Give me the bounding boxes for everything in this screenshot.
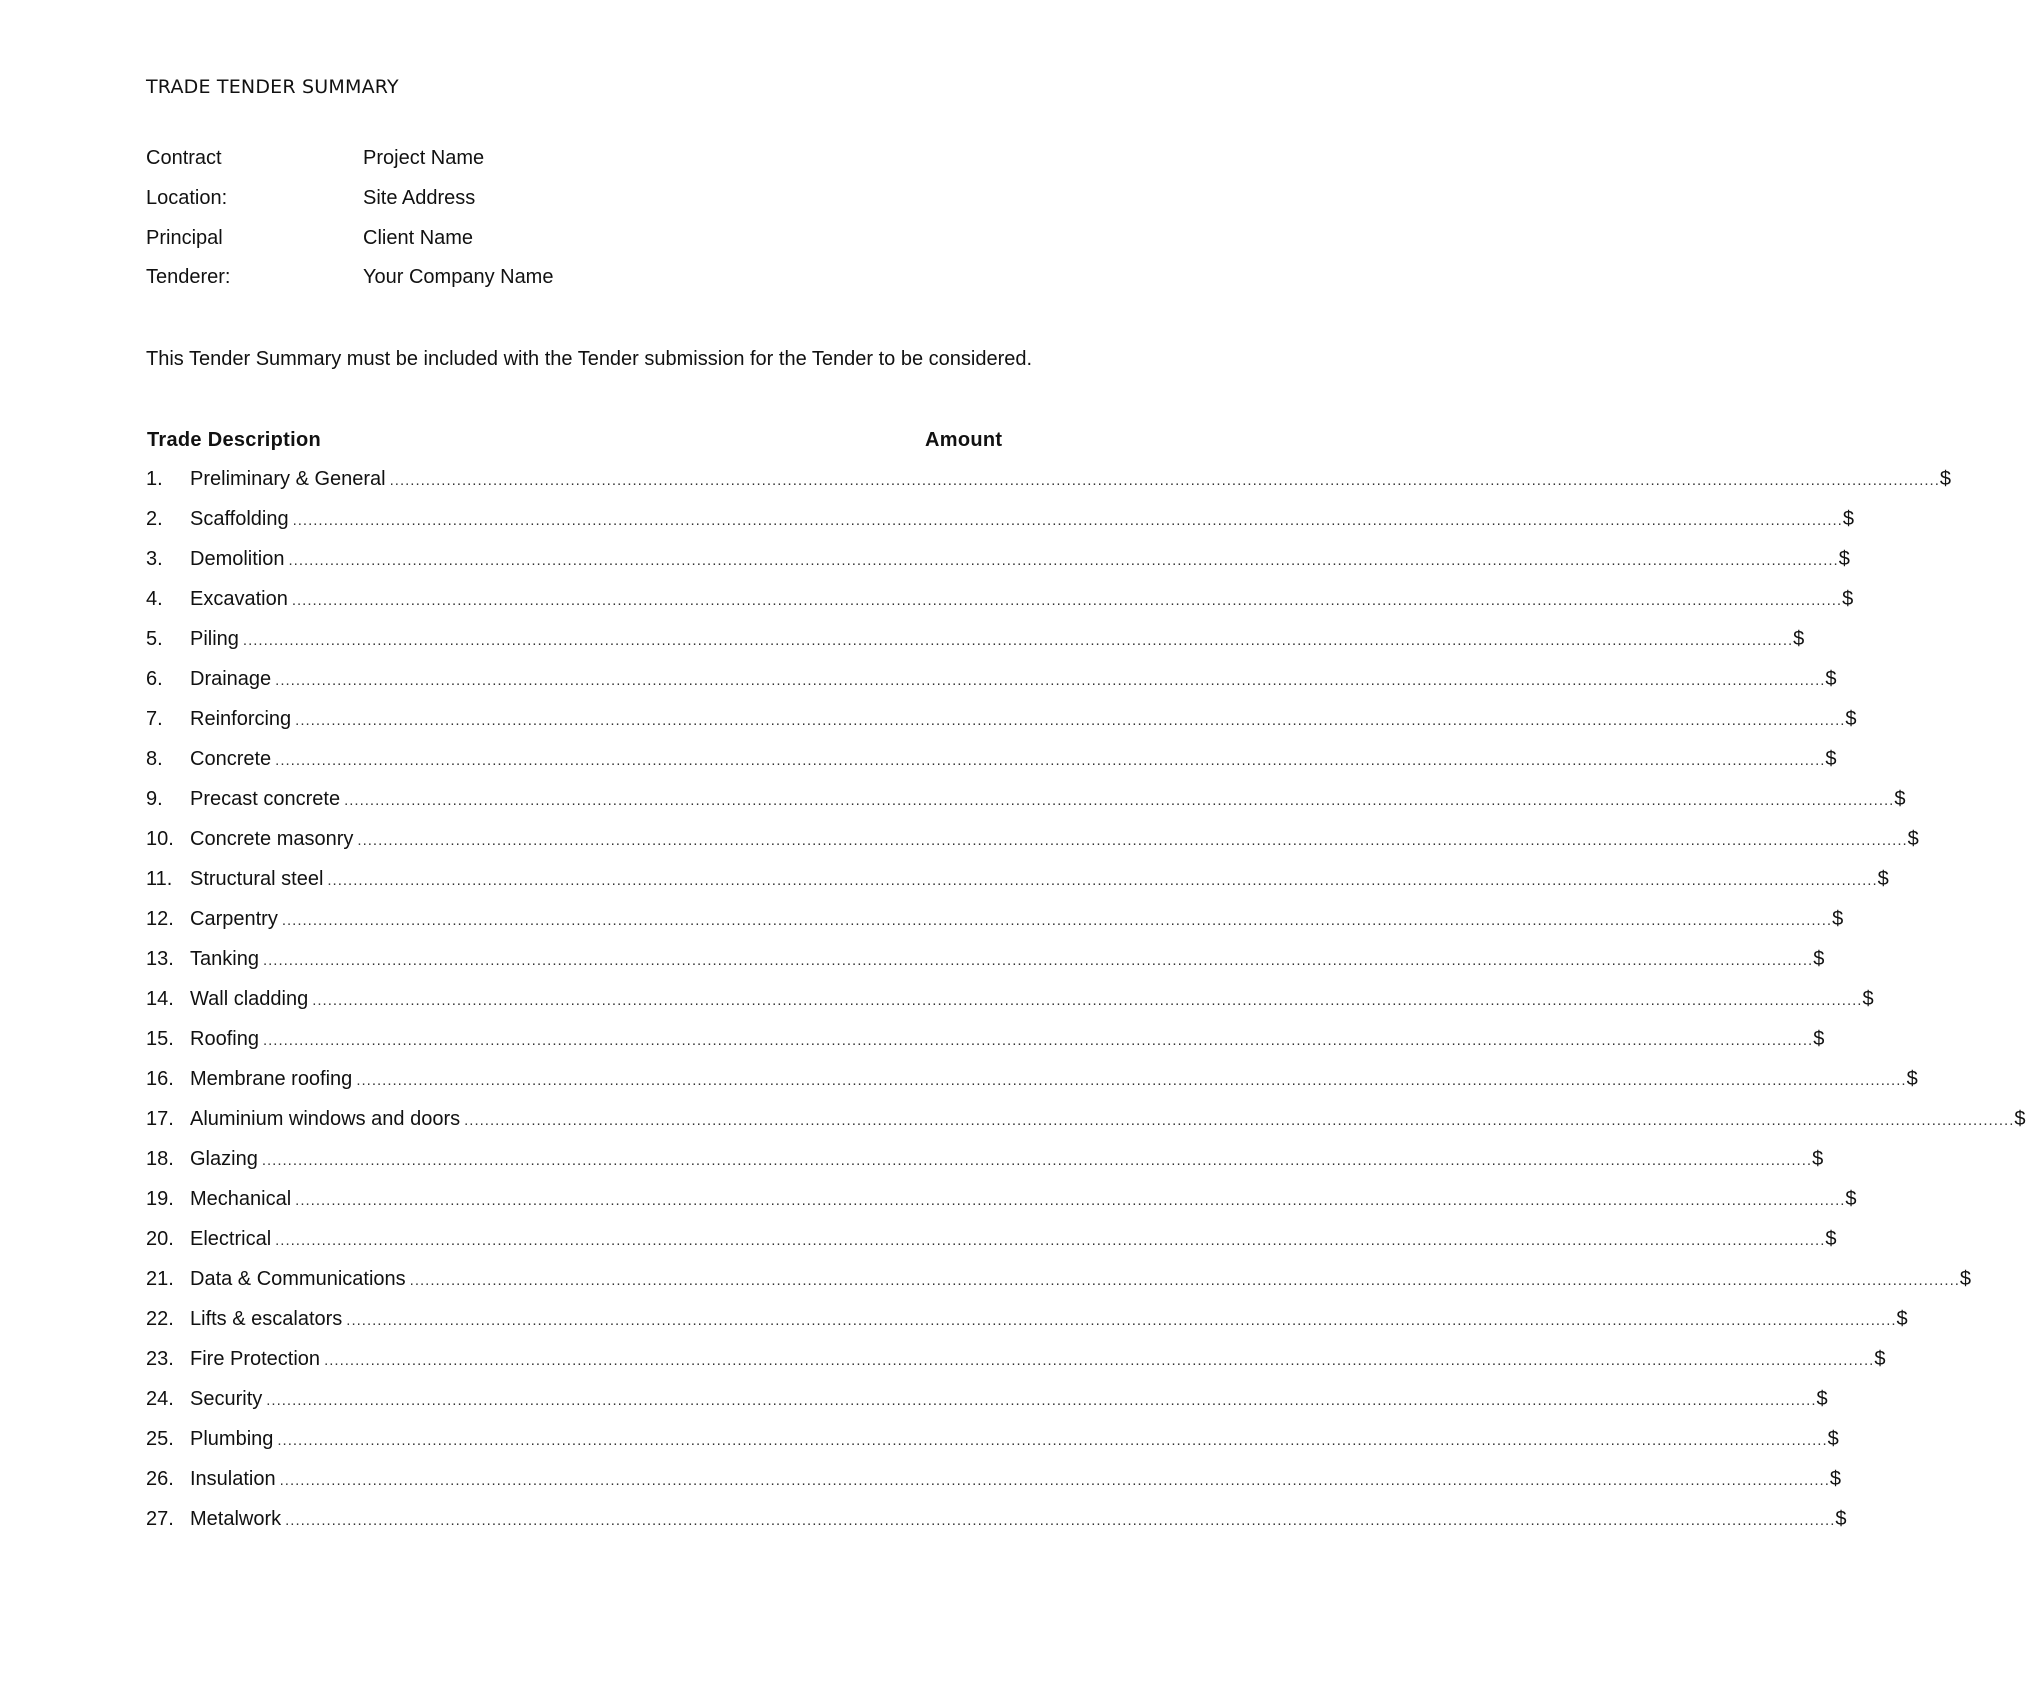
trade-number: 24. <box>146 1388 174 1410</box>
currency-symbol: $ <box>1827 1428 1839 1450</box>
dot-leader: ............................................................................................................................................................................................................................................................................................................ <box>277 1432 1828 1449</box>
dot-leader: ............................................................................................................................................................................................................................................................................................................ <box>344 792 1895 809</box>
trade-number: 26. <box>146 1468 174 1490</box>
trade-label: Membrane roofing <box>190 1068 353 1090</box>
dot-leader: ............................................................................................................................................................................................................................................................................................................ <box>262 1032 1814 1049</box>
trade-label: Wall cladding <box>190 988 309 1010</box>
currency-symbol: $ <box>1874 1348 1886 1370</box>
dot-leader: ............................................................................................................................................................................................................................................................................................................ <box>261 1152 1813 1169</box>
trade-row <box>146 1385 1828 1425</box>
trade-entry <box>190 1145 1824 1175</box>
trade-label: Lifts & escalators <box>190 1308 343 1330</box>
detail-value: Your Company Name <box>363 266 554 288</box>
trade-label: Drainage <box>190 668 272 690</box>
trade-row <box>146 945 1825 985</box>
trade-entry <box>190 825 1919 855</box>
trade-entry <box>190 1425 1839 1455</box>
dot-leader: ............................................................................................................................................................................................................................................................................................................ <box>242 632 1794 649</box>
dot-leader: ............................................................................................................................................................................................................................................................................................................ <box>288 552 1839 569</box>
trade-entry <box>190 625 1805 655</box>
trade-label: Data & Communications <box>190 1268 406 1290</box>
trade-label: Reinforcing <box>190 708 292 730</box>
trade-entry <box>190 905 1844 935</box>
trade-row <box>146 1025 1825 1065</box>
trade-number: 9. <box>146 788 163 810</box>
trade-number: 20. <box>146 1228 174 1250</box>
trade-number: 6. <box>146 668 163 690</box>
trade-entry <box>190 665 1837 695</box>
trade-number: 18. <box>146 1148 174 1170</box>
detail-value: Site Address <box>363 187 476 209</box>
trade-row <box>146 1265 1972 1305</box>
dot-leader: ............................................................................................................................................................................................................................................................................................................ <box>275 1232 1826 1249</box>
trade-label: Piling <box>190 628 239 650</box>
currency-symbol: $ <box>1842 588 1854 610</box>
trade-label: Security <box>190 1388 263 1410</box>
trade-number: 19. <box>146 1188 174 1210</box>
currency-symbol: $ <box>1813 948 1825 970</box>
trade-entry <box>190 1225 1837 1255</box>
currency-symbol: $ <box>1832 908 1844 930</box>
dot-leader: ............................................................................................................................................................................................................................................................................................................ <box>464 1112 2015 1129</box>
trade-row <box>146 1065 1918 1105</box>
trade-number: 16. <box>146 1068 174 1090</box>
detail-value: Client Name <box>363 227 474 249</box>
trade-row <box>146 1105 2026 1145</box>
currency-symbol: $ <box>1825 748 1837 770</box>
dot-leader: ............................................................................................................................................................................................................................................................................................................ <box>409 1272 1960 1289</box>
currency-symbol: $ <box>1959 1268 1972 1290</box>
trade-number: 3. <box>146 548 163 570</box>
trade-list <box>146 465 2026 1545</box>
trade-row <box>146 505 1854 545</box>
trade-label: Concrete masonry <box>190 828 354 850</box>
trade-label: Roofing <box>190 1028 259 1050</box>
trade-row <box>146 985 1874 1025</box>
currency-symbol: $ <box>1838 548 1850 570</box>
trade-description-header: Trade Description <box>147 429 322 451</box>
currency-symbol: $ <box>1877 868 1889 890</box>
trade-label: Scaffolding <box>190 508 289 530</box>
dot-leader: ............................................................................................................................................................................................................................................................................................................ <box>281 912 1833 929</box>
dot-leader: ............................................................................................................................................................................................................................................................................................................ <box>324 1352 1875 1369</box>
currency-symbol: $ <box>1845 1188 1857 1210</box>
trade-row <box>146 625 1805 665</box>
trade-row <box>146 785 1906 825</box>
trade-label: Glazing <box>190 1148 258 1170</box>
trade-label: Metalwork <box>190 1508 282 1530</box>
currency-symbol: $ <box>1862 988 1874 1010</box>
trade-entry <box>190 745 1837 775</box>
trade-number: 27. <box>146 1508 174 1530</box>
trade-entry <box>190 465 1951 495</box>
trade-label: Insulation <box>190 1468 276 1490</box>
trade-row <box>146 1345 1886 1385</box>
trade-row <box>146 905 1844 945</box>
trade-number: 11. <box>146 868 173 890</box>
detail-label: Tenderer: <box>146 266 231 288</box>
trade-entry <box>190 585 1854 615</box>
currency-symbol: $ <box>1825 1228 1837 1250</box>
currency-symbol: $ <box>1813 1028 1825 1050</box>
trade-entry <box>190 1305 1908 1335</box>
trade-row <box>146 705 1857 745</box>
detail-value: Project Name <box>363 147 485 169</box>
currency-symbol: $ <box>1835 1508 1847 1530</box>
trade-number: 8. <box>146 748 163 770</box>
submission-notice: This Tender Summary must be included with the Tender submission for the Tender to be considered. <box>146 348 1033 370</box>
trade-row <box>146 1505 1847 1545</box>
currency-symbol: $ <box>1907 828 1919 850</box>
trade-entry <box>190 705 1857 735</box>
trade-number: 4. <box>146 588 163 610</box>
trade-row <box>146 1465 1841 1505</box>
detail-label: Contract <box>146 147 222 169</box>
trade-label: Structural steel <box>190 868 324 890</box>
trade-entry <box>190 865 1889 895</box>
trade-entry <box>190 985 1874 1015</box>
trade-number: 23. <box>146 1348 174 1370</box>
dot-leader: ............................................................................................................................................................................................................................................................................................................ <box>285 1512 1836 1529</box>
dot-leader: ............................................................................................................................................................................................................................................................................................................ <box>262 952 1814 969</box>
trade-number: 21. <box>146 1268 174 1290</box>
trade-number: 1. <box>146 468 163 490</box>
trade-label: Mechanical <box>190 1188 292 1210</box>
trade-number: 15. <box>146 1028 174 1050</box>
trade-row <box>146 1145 1824 1185</box>
dot-leader: ............................................................................................................................................................................................................................................................................................................ <box>279 1472 1830 1489</box>
dot-leader: ............................................................................................................................................................................................................................................................................................................ <box>295 1192 1846 1209</box>
currency-symbol: $ <box>1829 1468 1841 1490</box>
detail-label: Principal <box>146 227 223 249</box>
trade-label: Plumbing <box>190 1428 274 1450</box>
trade-entry <box>190 505 1854 535</box>
currency-symbol: $ <box>1816 1388 1828 1410</box>
dot-leader: ............................................................................................................................................................................................................................................................................................................ <box>356 1072 1907 1089</box>
trade-label: Preliminary & General <box>190 468 386 490</box>
trade-entry <box>190 545 1850 575</box>
trade-entry <box>190 1065 1918 1095</box>
trade-number: 5. <box>146 628 163 650</box>
trade-number: 25. <box>146 1428 174 1450</box>
trade-entry <box>190 785 1906 815</box>
trade-number: 7. <box>146 708 163 730</box>
trade-label: Tanking <box>190 948 259 970</box>
trade-row <box>146 1185 1857 1225</box>
document-title: TRADE TENDER SUMMARY <box>146 76 399 98</box>
trade-entry <box>190 1025 1825 1055</box>
trade-entry <box>190 1265 1972 1295</box>
trade-label: Concrete <box>190 748 272 770</box>
trade-row <box>146 465 1951 505</box>
trade-number: 2. <box>146 508 163 530</box>
trade-entry <box>190 1505 1847 1535</box>
currency-symbol: $ <box>1894 788 1906 810</box>
trade-row <box>146 1305 1908 1345</box>
trade-entry <box>190 1385 1828 1415</box>
trade-label: Precast concrete <box>190 788 341 810</box>
currency-symbol: $ <box>1825 668 1837 690</box>
currency-symbol: $ <box>1842 508 1854 530</box>
trade-row <box>146 585 1854 625</box>
currency-symbol: $ <box>2014 1108 2026 1130</box>
dot-leader: ............................................................................................................................................................................................................................................................................................................ <box>312 992 1863 1009</box>
trade-label: Excavation <box>190 588 288 610</box>
dot-leader: ............................................................................................................................................................................................................................................................................................................ <box>275 752 1826 769</box>
trade-label: Aluminium windows and doors <box>190 1108 461 1130</box>
dot-leader: ............................................................................................................................................................................................................................................................................................................ <box>357 832 1908 849</box>
trade-row <box>146 665 1837 705</box>
trade-entry <box>190 1105 2026 1135</box>
trade-entry <box>190 1465 1841 1495</box>
trade-row <box>146 545 1850 585</box>
trade-row <box>146 745 1837 785</box>
trade-row <box>146 1225 1837 1265</box>
trade-number: 13. <box>146 948 174 970</box>
trade-label: Carpentry <box>190 908 278 930</box>
trade-number: 14. <box>146 988 174 1010</box>
trade-label: Demolition <box>190 548 285 570</box>
trade-entry <box>190 945 1825 975</box>
currency-symbol: $ <box>1906 1068 1918 1090</box>
dot-leader: ............................................................................................................................................................................................................................................................................................................ <box>291 592 1843 609</box>
currency-symbol: $ <box>1896 1308 1908 1330</box>
trade-label: Fire Protection <box>190 1348 321 1370</box>
dot-leader: ............................................................................................................................................................................................................................................................................................................ <box>346 1312 1897 1329</box>
currency-symbol: $ <box>1812 1148 1824 1170</box>
trade-entry <box>190 1185 1857 1215</box>
trade-number: 12. <box>146 908 174 930</box>
trade-number: 10. <box>146 828 174 850</box>
currency-symbol: $ <box>1939 468 1951 490</box>
dot-leader: ............................................................................................................................................................................................................................................................................................................ <box>327 872 1878 889</box>
amount-header: Amount <box>925 429 1003 451</box>
currency-symbol: $ <box>1845 708 1857 730</box>
dot-leader: ............................................................................................................................................................................................................................................................................................................ <box>275 672 1826 689</box>
detail-label: Location: <box>146 187 228 209</box>
trade-row <box>146 825 1919 865</box>
dot-leader: ............................................................................................................................................................................................................................................................................................................ <box>389 472 1940 489</box>
trade-entry <box>190 1345 1886 1375</box>
dot-leader: ............................................................................................................................................................................................................................................................................................................ <box>292 512 1843 529</box>
trade-number: 17. <box>146 1108 174 1130</box>
dot-leader: ............................................................................................................................................................................................................................................................................................................ <box>295 712 1846 729</box>
trade-row <box>146 1425 1839 1465</box>
trade-row <box>146 865 1889 905</box>
trade-number: 22. <box>146 1308 174 1330</box>
dot-leader: ............................................................................................................................................................................................................................................................................................................ <box>266 1392 1817 1409</box>
currency-symbol: $ <box>1793 628 1805 650</box>
trade-label: Electrical <box>190 1228 272 1250</box>
